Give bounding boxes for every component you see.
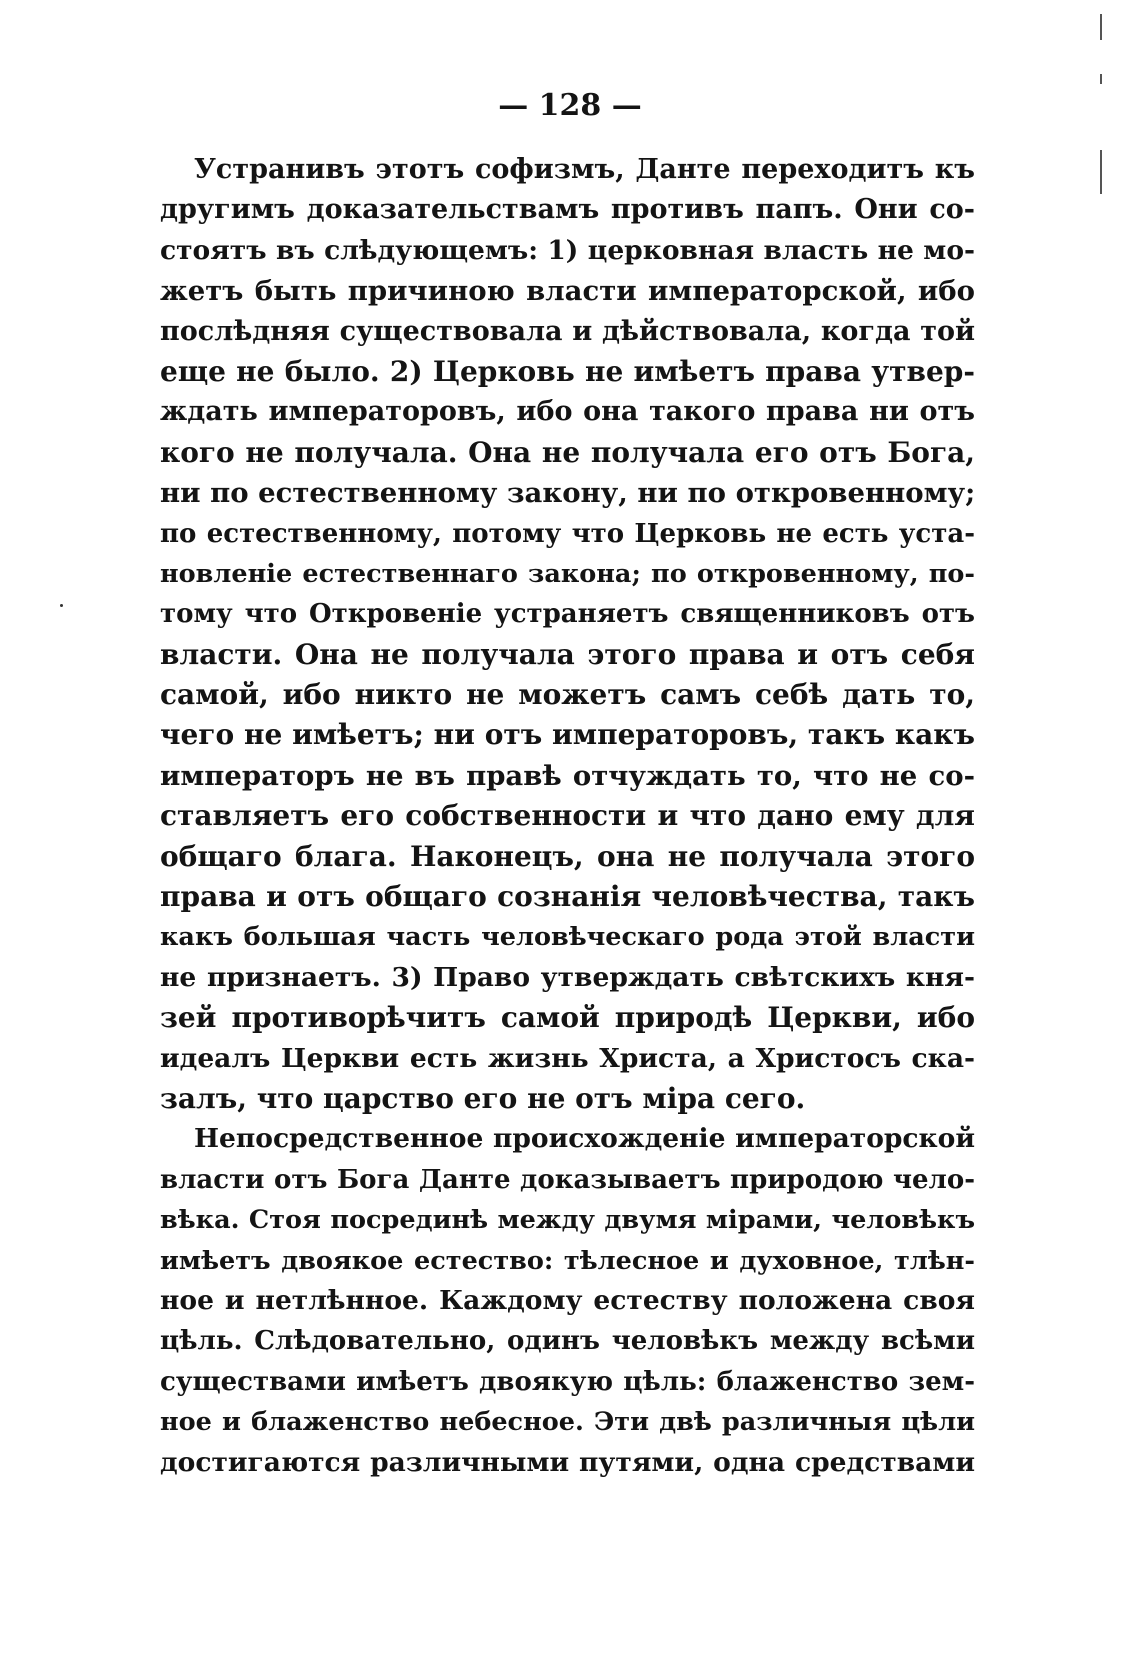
scan-speck — [60, 604, 63, 607]
text-line: ставляетъ его собственности и что дано ему для — [160, 799, 975, 833]
text-line: зей противорѣчитъ самой природѣ Церкви, ибо — [160, 1001, 975, 1035]
text-line: какъ большая часть человѣческаго рода этой власти — [160, 922, 975, 953]
text-line: не признаетъ. 3) Право утверждать свѣтскихъ кня- — [160, 961, 975, 993]
scan-edge-mark — [1100, 150, 1102, 194]
text-line: ное и нетлѣнное. Каждому естеству положена своя — [160, 1284, 975, 1316]
text-line: имѣетъ двоякое естество: тѣлесное и духовное, тлѣн- — [160, 1245, 975, 1276]
text-line: послѣдняя существовала и дѣйствовала, когда той — [160, 315, 975, 347]
paragraph — [160, 150, 975, 1119]
text-line: самой, ибо никто не можетъ самъ себѣ дать то, — [160, 678, 975, 712]
text-line: достигаются различными путями, одна средствами — [160, 1446, 975, 1478]
text-line: ждать императоровъ, ибо она такого права ни отъ — [160, 396, 975, 428]
text-line: еще не было. 2) Церковь не имѣетъ права утвер- — [160, 354, 975, 388]
text-line: по естественному, потому что Церковь не есть уста- — [160, 518, 975, 549]
text-line: цѣль. Слѣдовательно, одинъ человѣкъ между всѣми — [160, 1326, 975, 1357]
text-line: залъ, что царство его не отъ міра сего. — [160, 1081, 806, 1115]
text-line: вѣка. Стоя посрединѣ между двумя мірами, человѣкъ — [160, 1205, 975, 1236]
body-text — [160, 150, 975, 1483]
text-line: новленіе естественнаго закона; по откровенному, по- — [160, 558, 975, 589]
text-line: стоятъ въ слѣдующемъ: 1) церковная власть не мо- — [160, 234, 975, 266]
text-line: существами имѣетъ двоякую цѣль: блаженство зем- — [160, 1366, 975, 1397]
text-line: Устранивъ этотъ софизмъ, Данте переходитъ къ — [194, 154, 975, 185]
text-line: чего не имѣетъ; ни отъ императоровъ, такъ какъ — [160, 718, 975, 752]
text-line: ное и блаженство небесное. Эти двѣ различныя цѣли — [160, 1407, 975, 1438]
text-line: власти отъ Бога Данте доказываетъ природою чело- — [160, 1164, 975, 1195]
text-line: императоръ не въ правѣ отчуждать то, что не со- — [160, 759, 975, 792]
text-line: власти. Она не получала этого права и отъ себя — [160, 637, 975, 671]
scan-edge-mark — [1100, 14, 1102, 40]
scan-edge-mark — [1100, 74, 1102, 84]
paragraph — [160, 1119, 975, 1483]
text-line: другимъ доказательствамъ противъ папъ. Они со- — [160, 194, 975, 226]
text-line: права и отъ общаго сознанія человѣчества, такъ — [160, 880, 975, 914]
text-line: идеалъ Церкви есть жизнь Христа, а Христосъ ска- — [160, 1042, 975, 1074]
text-line: жетъ быть причиною власти императорской, ибо — [160, 275, 975, 308]
text-line: кого не получала. Она не получала его отъ Бога, — [160, 435, 975, 469]
text-line: тому что Откровеніе устраняетъ священниковъ отъ — [160, 599, 975, 630]
text-line: Непосредственное происхожденіе императорской — [194, 1123, 975, 1155]
text-line: общаго блага. Наконецъ, она не получала этого — [160, 839, 975, 873]
page-number: — 128 — — [498, 88, 642, 123]
text-line: ни по естественному закону, ни по откровенному; — [160, 477, 976, 510]
